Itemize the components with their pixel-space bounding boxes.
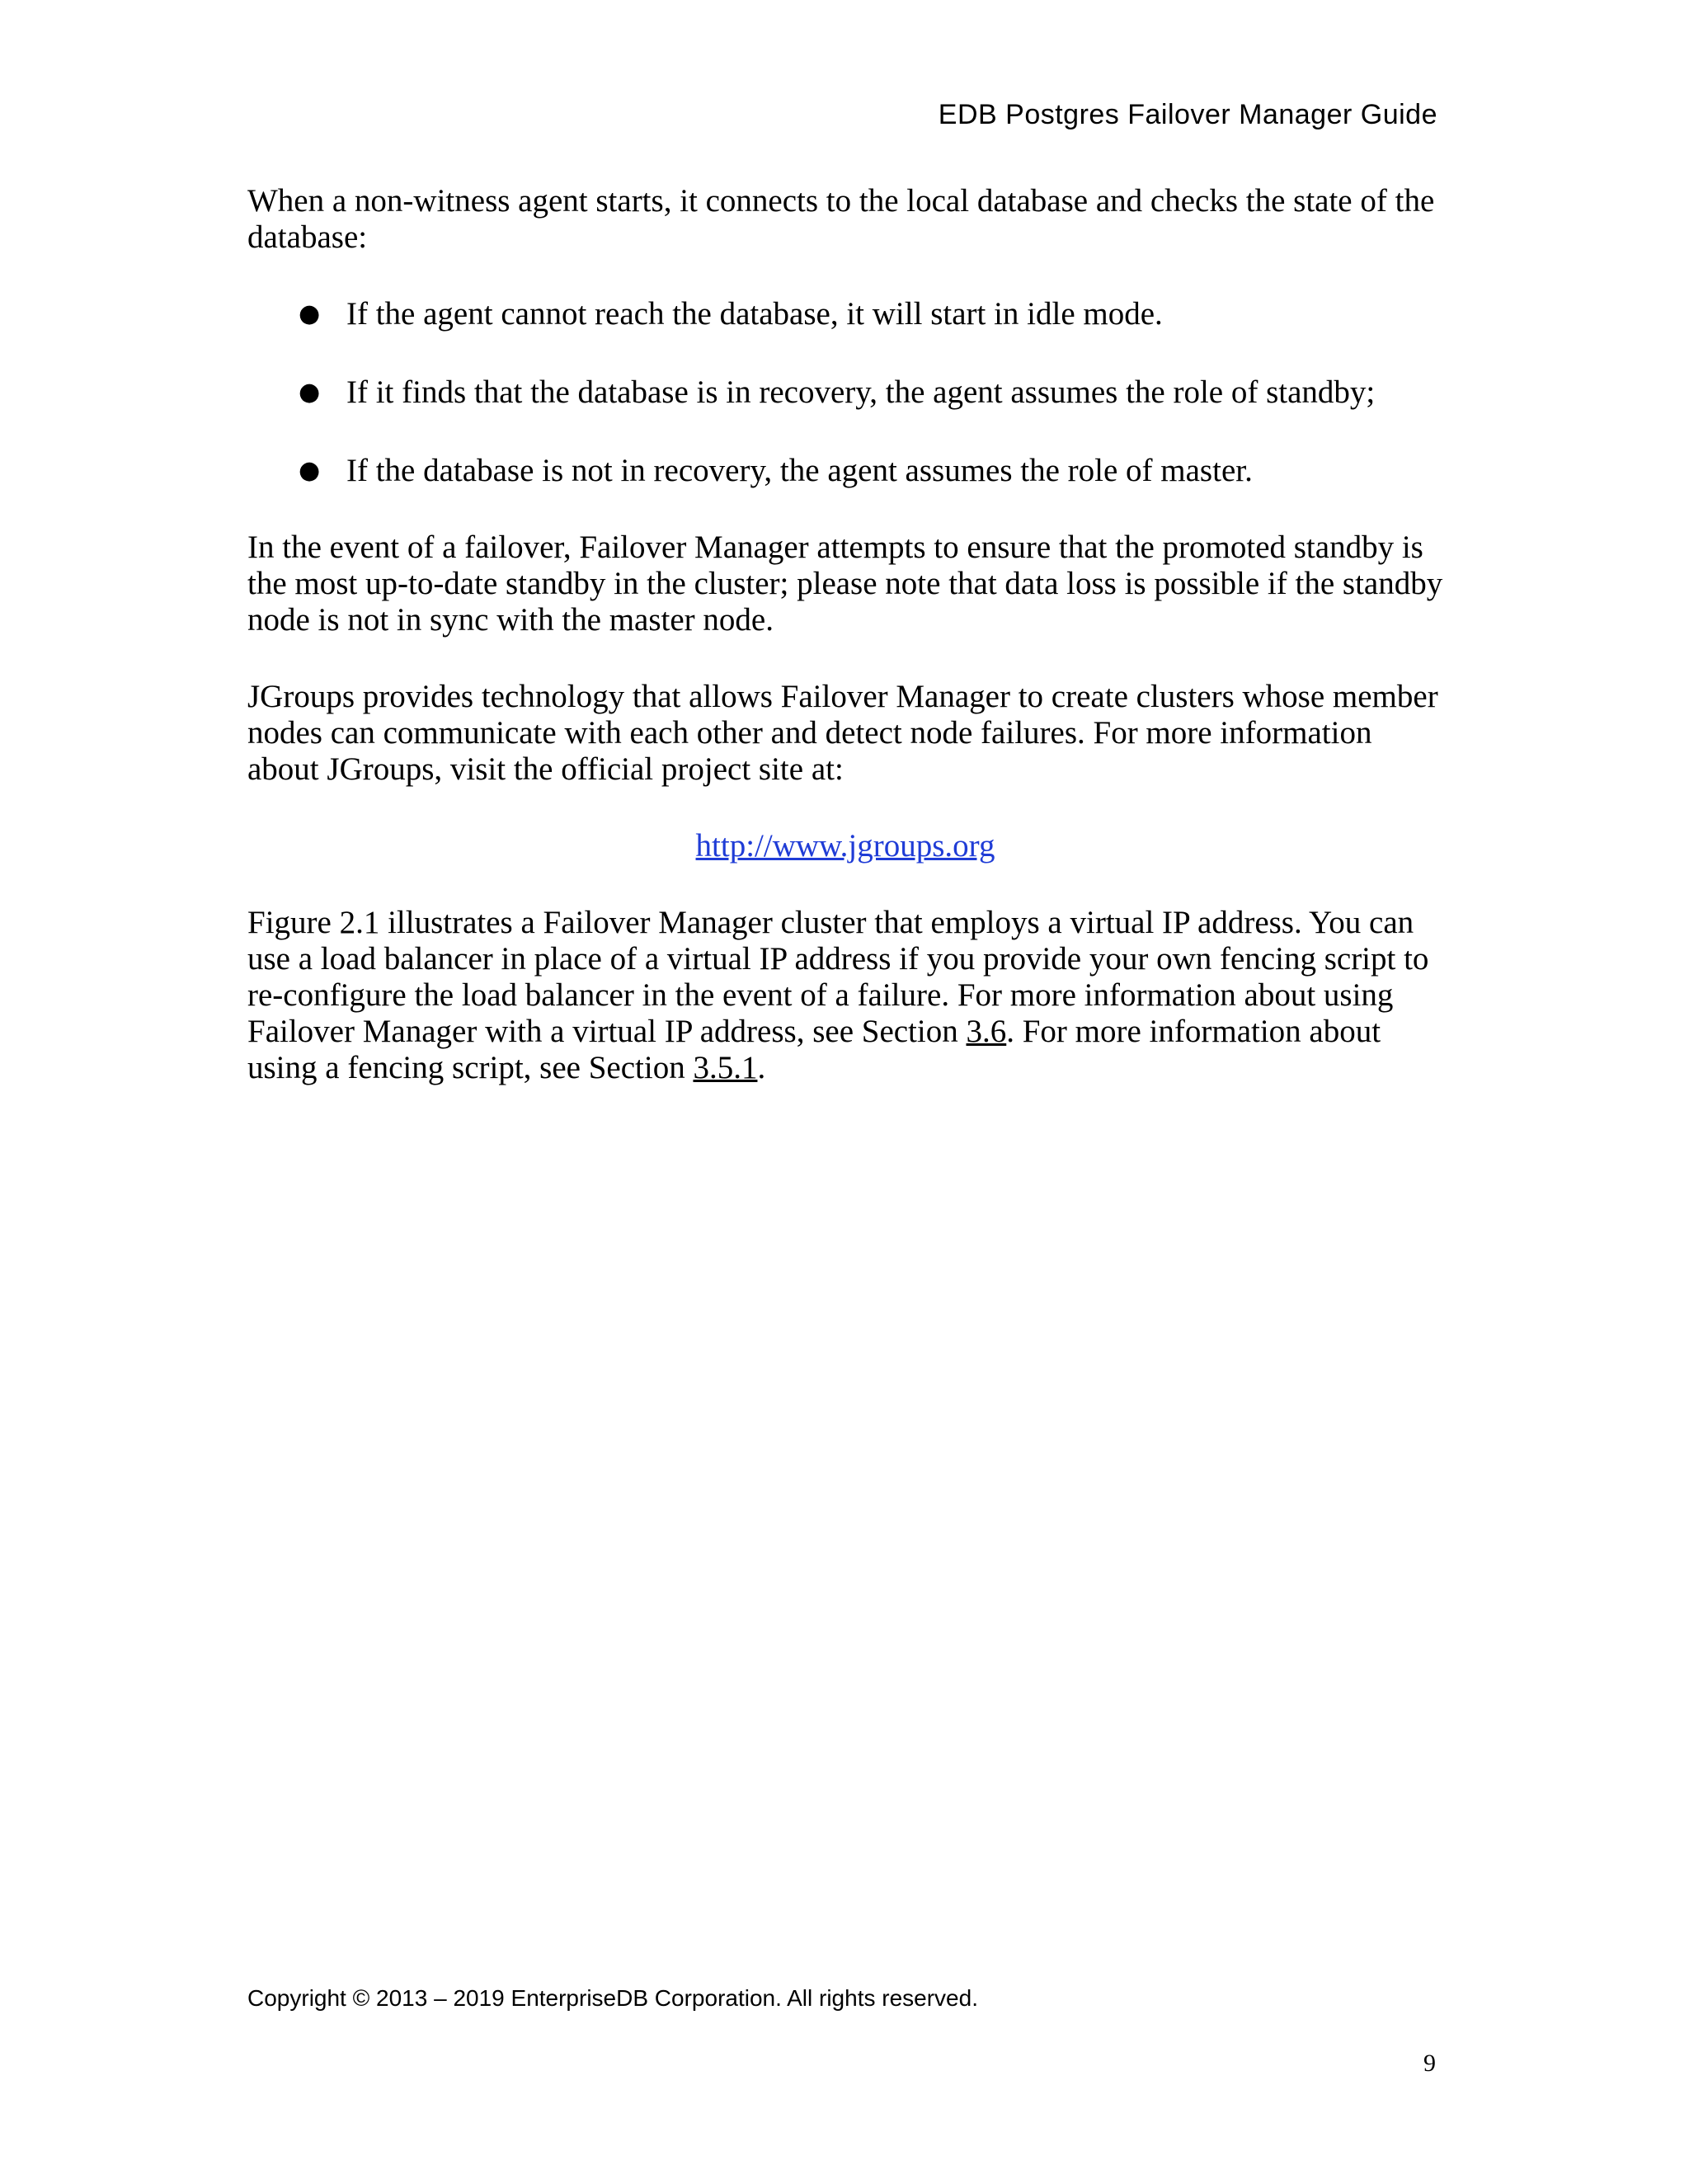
list-item — [247, 374, 1443, 411]
figure-paragraph-text: . For more information about using a fencing script, see Section — [247, 1014, 1381, 1085]
agent-startup-list — [247, 296, 1443, 489]
jgroups-paragraph: JGroups provides technology that allows Failover Manager to create clusters whose member nodes can communicate with each other and detect node failures. For more information about JGroups, visit the official project site at: — [247, 679, 1438, 787]
page-number: 9 — [1423, 2050, 1436, 2077]
section-3-5-1-link[interactable]: 3.5.1 — [693, 1050, 758, 1085]
jgroups-link-line — [247, 828, 1443, 864]
bullet-icon: ● — [299, 456, 321, 485]
bullet-icon: ● — [299, 378, 321, 407]
figure-paragraph-text: Figure 2.1 illustrates a Failover Manager cluster that employs a virtual IP address. You can use a load balancer in place of a virtual IP address if you provide your own fencing script to re-configure the load balancer in the event of a failure. For more information about using Failover Manager with a virtual IP address, see Section — [247, 905, 1429, 1049]
figure-paragraph-text: . — [757, 1050, 766, 1085]
bullet-icon: ● — [299, 299, 321, 328]
copyright-footer: Copyright © 2013 – 2019 EnterpriseDB Corporation. All rights reserved. — [247, 1985, 978, 2011]
list-item-text: If it finds that the database is in recovery, the agent assumes the role of standby; — [346, 374, 1376, 410]
jgroups-link[interactable]: http://www.jgroups.org — [695, 828, 995, 864]
figure-paragraph — [247, 905, 1443, 1086]
list-item — [247, 296, 1443, 332]
page-header-title: EDB Postgres Failover Manager Guide — [938, 99, 1437, 130]
page-body — [247, 183, 1443, 1127]
list-item — [247, 453, 1443, 489]
list-item-text: If the database is not in recovery, the agent assumes the role of master. — [346, 453, 1253, 488]
section-3-6-link[interactable]: 3.6 — [966, 1014, 1007, 1049]
failover-paragraph: In the event of a failover, Failover Manager attempts to ensure that the promoted standby is the most up-to-date standby in the cluster; please note that data loss is possible if the standby node is not in sync with the master node. — [247, 530, 1443, 638]
intro-paragraph: When a non-witness agent starts, it connects to the local database and checks the state of the database: — [247, 183, 1435, 255]
list-item-text: If the agent cannot reach the database, it will start in idle mode. — [346, 296, 1163, 332]
